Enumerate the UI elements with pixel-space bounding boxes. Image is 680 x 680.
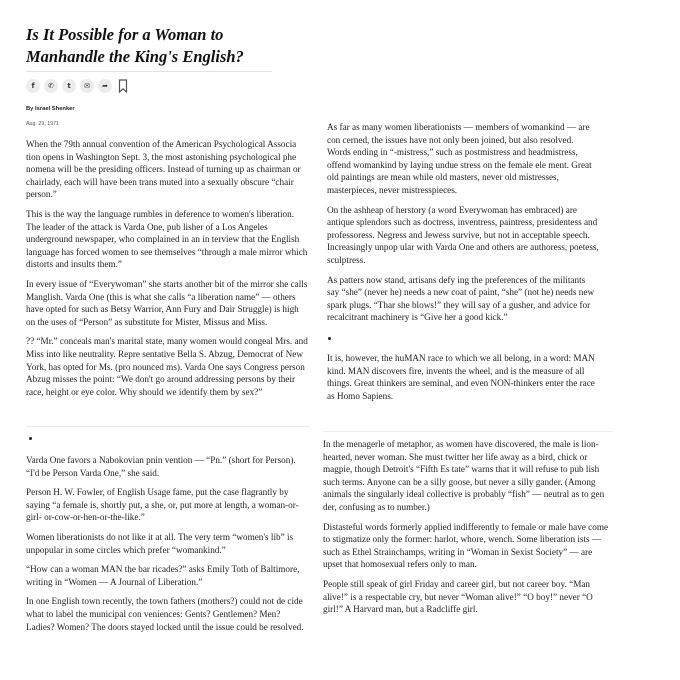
paragraph: When the 79th annual convention of the American Psychological Associa tion opens in Washington Sept. 3, the most astonishing psychological phe nomena will be the presiding officers. Instead of turning up as chairman or chairlady, each will have been trans muted into a sexually obscure “chair person.” (26, 139, 301, 200)
paragraph: ?? “Mr.” conceals man's marital state, many women would congeal Mrs. and Miss into like neutrality. Repre sentative Bella S. Abzug, Democrat of New York, has opted for Ms. (pro nounced ms). Varda One says Congress person Abzug misses the point: “We don't go around addressing persons by their race, height or eye color. Why should we identify them by sex?” (26, 336, 308, 397)
paragraph: Women liberationists do not like it at all. The very term “women's lib” is unpopular in some circles which prefer “womankind.” (26, 531, 294, 555)
byline: By Israel Shenker (26, 106, 75, 112)
article-column-left-bottom (26, 454, 308, 640)
paragraph: Distasteful words formerly applied indifferently to female or male have come to stigmatize only the former: harlot, whore, wench. Some liberation ists — such as Ethel Strainchamps, writing in “Woman in Sexist Society” — are upset that homosexual refers only to man. (323, 521, 609, 570)
paragraph: In one English town recently, the town fathers (mothers?) could not de cide what to label the municipal con veniences: Gents? Gentlemen? Men? Ladies? Women? The doors stayed locked until the issue could be resolved. (26, 596, 304, 632)
twitter-icon[interactable]: t (62, 79, 76, 93)
paragraph: It is, however, the huMAN race to which we all belong, in a word: MAN kind. MAN discovers fire, invents the wheel, and is the measure of all things. Great thinkers are seminal, and even NON-thinkers enter the race as Homo Sapiens. (327, 352, 595, 401)
paragraph: In every issue of “Everywoman” she starts another bit of the mirror she calls Manglish. Varda One (this is what she calls “a liberation name” — others have opted for such as Betsy Warrior, Ann Fury and Dair Struggle) is high on the uses of “Person” as substitute for Mister, Missus and Miss. (26, 278, 308, 327)
share-arrow-icon[interactable]: ➦ (98, 79, 112, 93)
bookmark-icon[interactable] (118, 79, 128, 93)
article-column-right-bottom (323, 438, 611, 623)
article-column-left-top (26, 138, 308, 405)
paragraph: People still speak of girl Friday and career girl, but not career boy. “Man alive!” is a respectable cry, but never “Woman alive!” “O boy!” never “O girl!” A Harvard man, but a Radcliffe girl. (323, 578, 593, 615)
section-divider (26, 426, 310, 427)
title-divider (26, 71, 272, 72)
article-column-right-top (327, 121, 599, 409)
paragraph: Varda One favors a Nabokovian pnin vention — “Pn.” (short for Person). “I'd be Person Varda One,” she said. (26, 455, 296, 478)
email-icon[interactable]: ✉ (80, 79, 94, 93)
paragraph: Person H. W. Fowler, of English Usage fame, put the case flagrantly by saying “a female is, shortly put, a she, or, put more at length, a woman-or-girl- or-cow-or-hen-or-the-like.” (26, 487, 299, 523)
facebook-icon[interactable]: f (26, 79, 40, 93)
section-divider (323, 431, 613, 432)
article-title: Is It Possible for a Woman to Manhandle the King's English? (26, 25, 244, 66)
paragraph: This is the way the language rumbles in deference to women's liberation. The leader of the attack is Varda One, pub lisher of a Los Angeles underground newspaper, who complained in an in terview that the English language has forced women to see themselves “through a male mirror which distorts and insults them.” (26, 208, 308, 270)
paragraph: As far as many women liberationists — members of womankind — are con cerned, the issues have not only been joined, but also resolved. Words ending in “-mistress,” such as postmistress and headmistress, offend womankind by laying undue stress on the female ele ment. Great old paintings are mean while old masters, never old mistresses, masterpieces, never mistresspieces. (327, 122, 592, 195)
share-toolbar (26, 79, 128, 93)
paragraph: In the menagerle of metaphor, as women have discovered, the male is lion-hearted, never woman. She must twitter her life away as a bird, chick or magpie, though Detroit's “Fifth Es tate” warns that it will refuse to pub lish such terms. Anyone can be a silly goose, but never a silly gander. (Among animals the singularly ideal collective is probably “fish” — neutral as to gen der, confusing as to number.) (323, 439, 605, 512)
section-bullet (328, 337, 331, 340)
paragraph: “How can a woman MAN the bar ricades?” asks Emily Toth of Baltimore, writing in “Women — A Journal of Liberation.” (26, 564, 300, 587)
whatsapp-icon[interactable]: ✆ (44, 79, 58, 93)
paragraph: As patters now stand, artisans defy ing the preferences of the militants say “she” (never he) needs a new coat of paint, “she” (not he) needs new spark plugs. “Thar she blows!” they will say of a gusher, and advice for recalcitrant machinery is “Give her a good kick.” (327, 274, 595, 323)
section-bullet (29, 437, 32, 440)
paragraph: On the ashheap of herstory (a word Everywoman has embraced) are antique splendors such as doctress, inventress, paintress, presidentess and professoress. Negress and Jewess survive, but not in acceptable speech. Increasingly unpop ular with Varda One and others are authoress, poetess, sculptress. (327, 204, 599, 265)
publish-date: Aug. 29, 1971 (26, 121, 59, 127)
